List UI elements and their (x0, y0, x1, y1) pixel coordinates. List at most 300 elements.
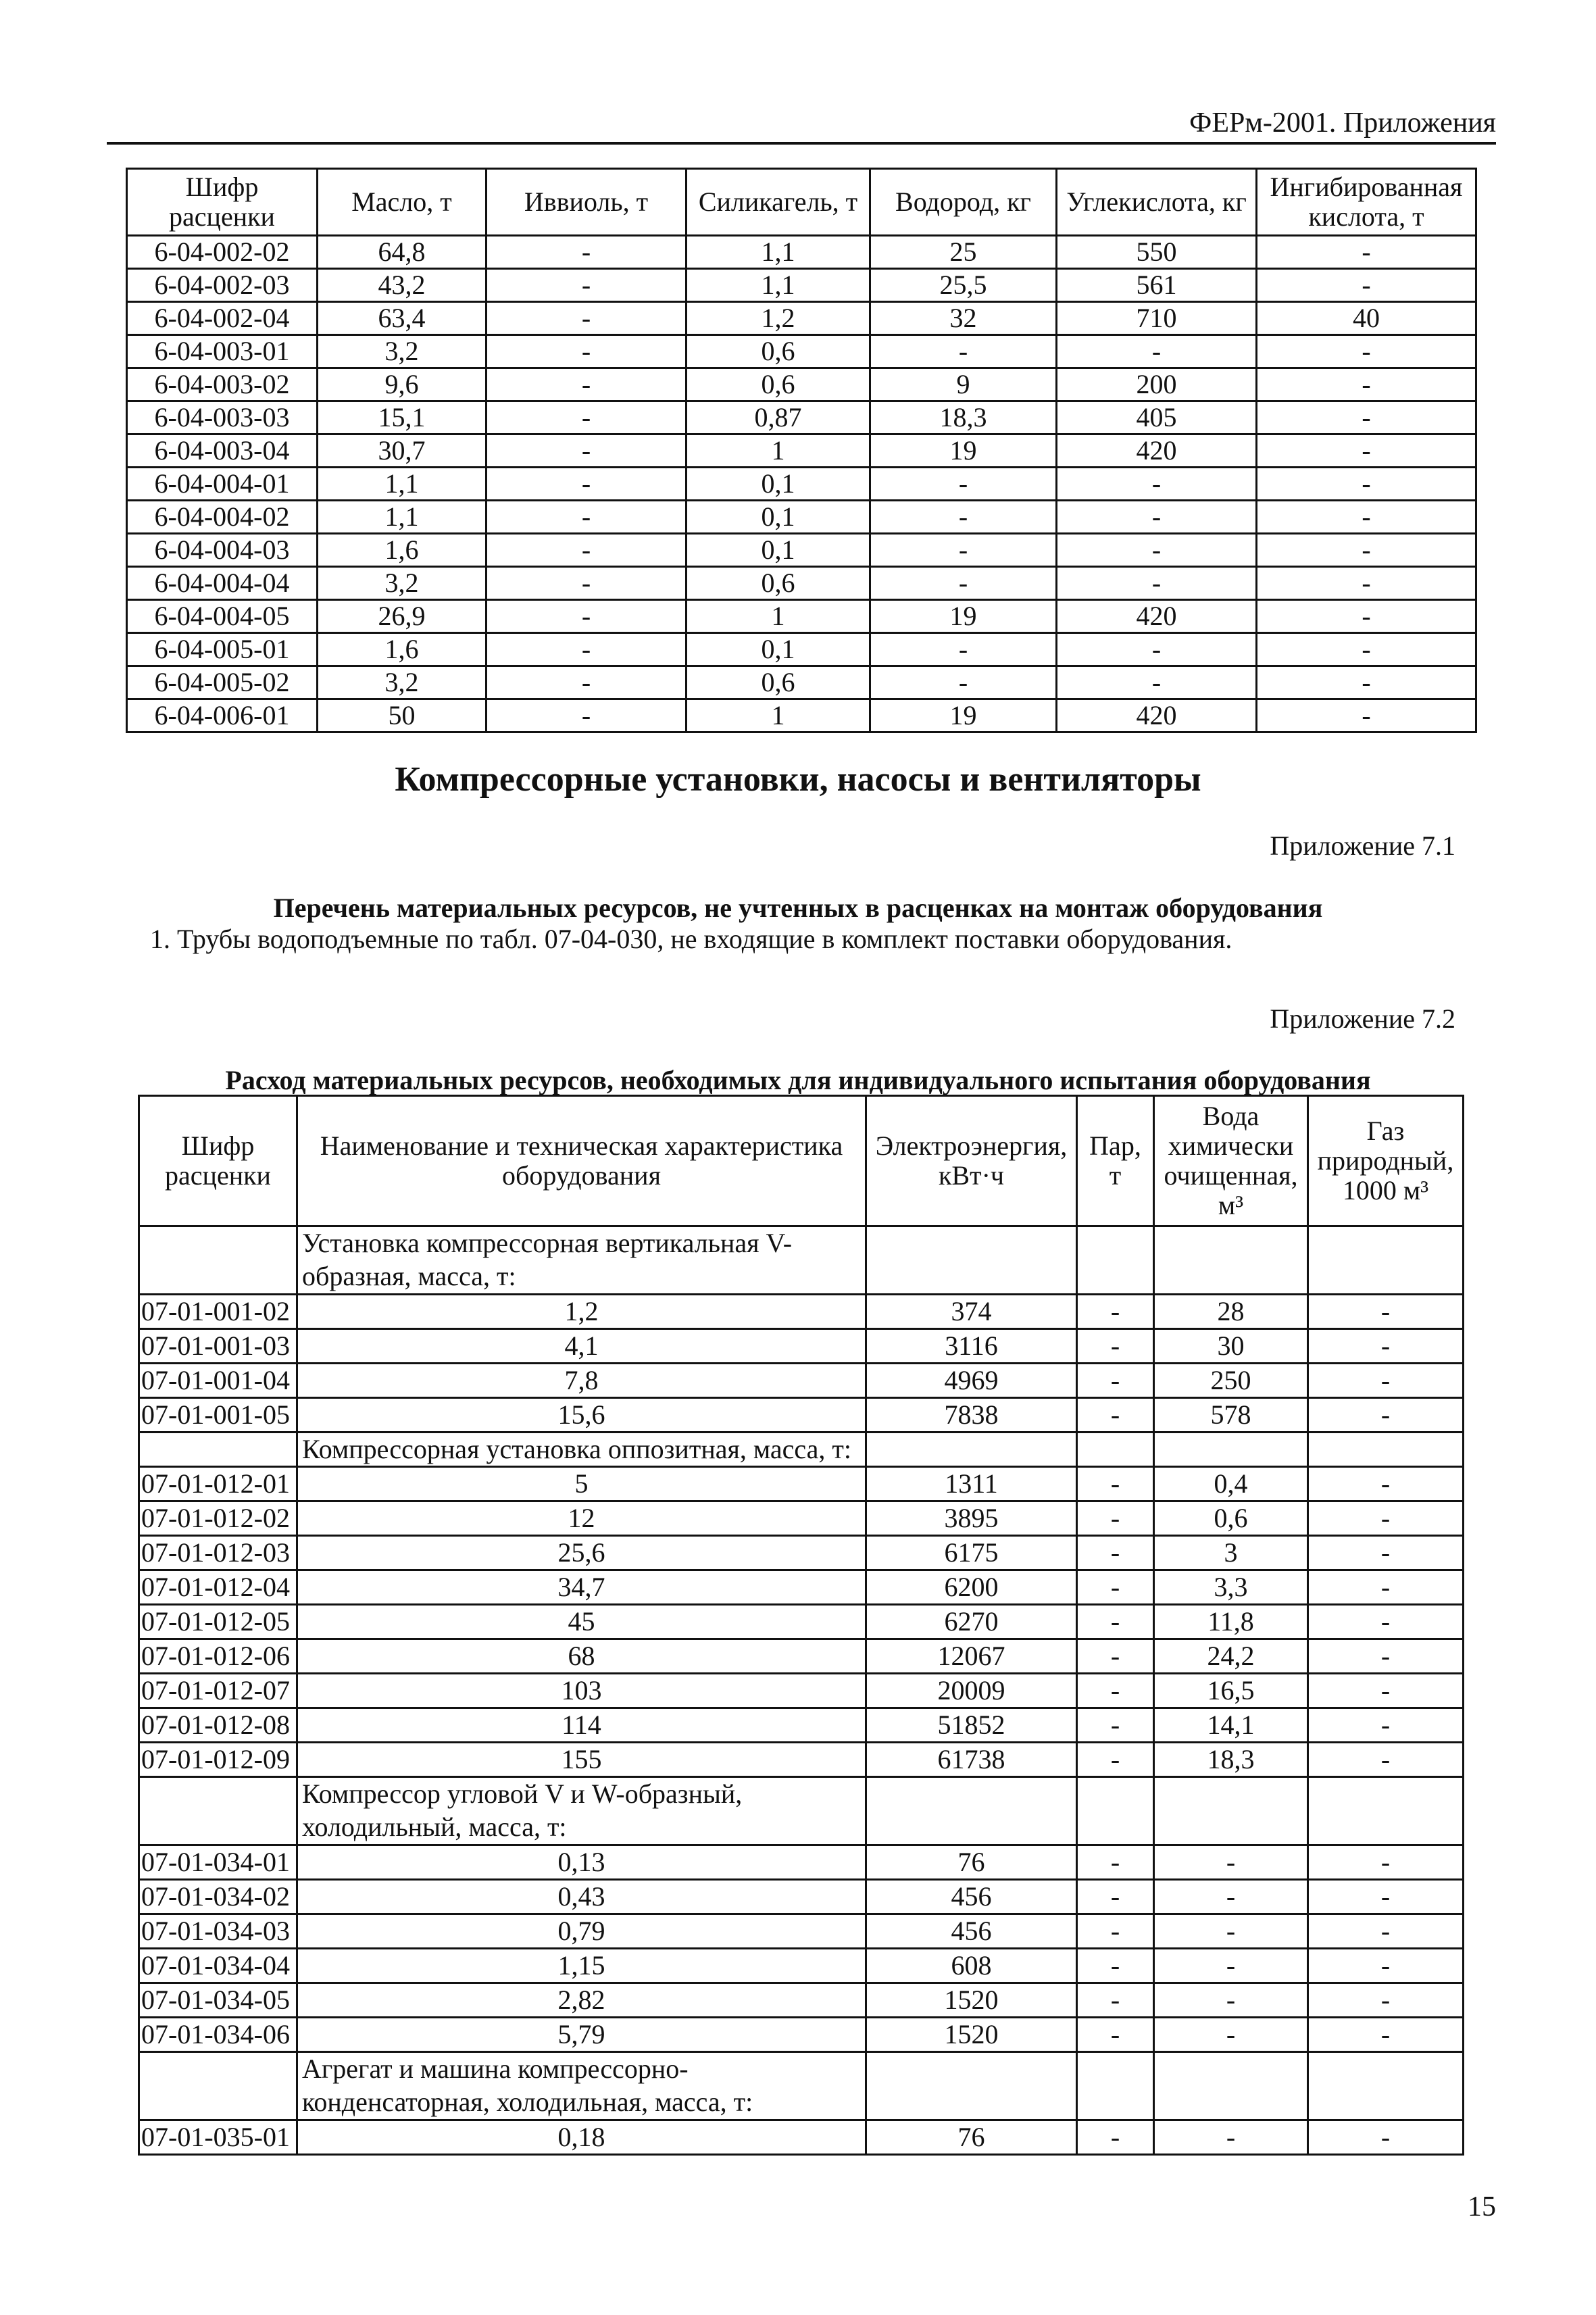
value-cell: 456 (866, 1879, 1077, 1914)
value-cell: - (1308, 1328, 1464, 1363)
rate-code-cell: 6-04-002-03 (127, 269, 318, 302)
table1-header-cell: Иввиоль, т (487, 169, 687, 236)
value-cell: - (1077, 1363, 1154, 1397)
value-cell: - (1257, 236, 1476, 269)
value-cell: - (1257, 468, 1476, 501)
appendix-7-1-title: Перечень материальных ресурсов, не учтенных в расценках на монтаж оборудования (273, 893, 1323, 923)
value-cell: 3 (1154, 1536, 1308, 1570)
value-cell: - (870, 468, 1057, 501)
value-cell: 5,79 (297, 2017, 866, 2051)
value-cell: 6270 (866, 1605, 1077, 1639)
value-cell: 11,8 (1154, 1605, 1308, 1639)
table1-header-row (127, 169, 1476, 236)
value-cell: 50 (318, 699, 487, 732)
value-cell: - (1308, 1397, 1464, 1432)
table-row (139, 1363, 1464, 1397)
table2-body (139, 1226, 1464, 2155)
rate-code-cell: 07-01-001-03 (139, 1328, 297, 1363)
value-cell: - (1077, 1948, 1154, 1983)
appendix-7-1-label: Приложение 7.1 (1270, 830, 1455, 861)
value-cell: 456 (866, 1914, 1077, 1948)
empty-cell (1154, 1432, 1308, 1467)
value-cell: - (1308, 1605, 1464, 1639)
value-cell: 14,1 (1154, 1708, 1308, 1743)
value-cell: - (1308, 2120, 1464, 2154)
value-cell: 30,7 (318, 434, 487, 468)
value-cell: - (1077, 1708, 1154, 1743)
value-cell: 25 (870, 236, 1057, 269)
value-cell: - (1308, 1467, 1464, 1501)
value-cell: 1,2 (297, 1294, 866, 1328)
value-cell: 30 (1154, 1328, 1308, 1363)
rate-code-cell: 07-01-034-05 (139, 1983, 297, 2017)
value-cell: - (1257, 434, 1476, 468)
value-cell: 9 (870, 368, 1057, 401)
value-cell: 0,1 (687, 501, 870, 534)
value-cell: - (1308, 1536, 1464, 1570)
table2-header-row (139, 1096, 1464, 1226)
value-cell: 0,6 (1154, 1501, 1308, 1536)
value-cell: 0,6 (687, 567, 870, 600)
table-row (139, 1570, 1464, 1605)
group-header-row (139, 1226, 1464, 1295)
value-cell: 1,6 (318, 534, 487, 567)
appendix-7-1-item: 1. Трубы водоподъемные по табл. 07-04-030, не входящие в комплект поставки оборудования. (150, 924, 1232, 954)
header-rule (107, 142, 1496, 145)
value-cell: 420 (1057, 434, 1257, 468)
value-cell: 2,82 (297, 1983, 866, 2017)
value-cell: 103 (297, 1674, 866, 1708)
value-cell: 1311 (866, 1467, 1077, 1501)
table-row (127, 368, 1476, 401)
value-cell: 561 (1057, 269, 1257, 302)
value-cell: - (1154, 1983, 1308, 2017)
rate-code-cell: 07-01-012-04 (139, 1570, 297, 1605)
value-cell: - (1308, 1501, 1464, 1536)
value-cell: - (1154, 1948, 1308, 1983)
value-cell: - (870, 534, 1057, 567)
value-cell: 3,2 (318, 666, 487, 699)
value-cell: 20009 (866, 1674, 1077, 1708)
value-cell: - (1057, 501, 1257, 534)
value-cell: - (1308, 1879, 1464, 1914)
value-cell: - (1057, 633, 1257, 666)
appendix-7-2-label: Приложение 7.2 (1270, 1003, 1455, 1034)
empty-cell (139, 1777, 297, 1845)
value-cell: - (1257, 600, 1476, 633)
empty-cell (1308, 2051, 1464, 2120)
rate-code-cell: 6-04-003-03 (127, 401, 318, 434)
header-gas: Газ природный, 1000 м³ (1308, 1096, 1464, 1226)
value-cell: - (1308, 1639, 1464, 1674)
running-title: ФЕРм-2001. Приложения (1189, 107, 1496, 139)
value-cell: 3895 (866, 1501, 1077, 1536)
rate-code-cell: 07-01-001-05 (139, 1397, 297, 1432)
rate-code-cell: 07-01-001-02 (139, 1294, 297, 1328)
empty-cell (1077, 1432, 1154, 1467)
value-cell: - (487, 434, 687, 468)
group-title: Компрессорная установка оппозитная, масса, т: (297, 1432, 866, 1467)
value-cell: - (1308, 1743, 1464, 1777)
value-cell: 1,1 (318, 501, 487, 534)
value-cell: 76 (866, 2120, 1077, 2154)
value-cell: 15,6 (297, 1397, 866, 1432)
value-cell: 578 (1154, 1397, 1308, 1432)
value-cell: - (1057, 534, 1257, 567)
value-cell: - (487, 534, 687, 567)
rate-code-cell: 6-04-004-01 (127, 468, 318, 501)
value-cell: - (1077, 1605, 1154, 1639)
rate-code-cell: 07-01-034-03 (139, 1914, 297, 1948)
value-cell: 12 (297, 1501, 866, 1536)
empty-cell (1154, 1777, 1308, 1845)
header-water: Вода химически очищенная, м³ (1154, 1096, 1308, 1226)
value-cell: - (487, 401, 687, 434)
value-cell: - (487, 468, 687, 501)
value-cell: 64,8 (318, 236, 487, 269)
rate-code-cell: 07-01-012-06 (139, 1639, 297, 1674)
value-cell: - (1077, 1536, 1154, 1570)
materials-table-6-04 (126, 168, 1477, 733)
value-cell: - (487, 368, 687, 401)
empty-cell (139, 2051, 297, 2120)
value-cell: 15,1 (318, 401, 487, 434)
rate-code-cell: 07-01-012-03 (139, 1536, 297, 1570)
value-cell: 0,13 (297, 1845, 866, 1879)
value-cell: 76 (866, 1845, 1077, 1879)
value-cell: - (870, 666, 1057, 699)
value-cell: 18,3 (870, 401, 1057, 434)
value-cell: - (1077, 1639, 1154, 1674)
group-title: Установка компрессорная вертикальная V-образная, масса, т: (297, 1226, 866, 1295)
empty-cell (1077, 1777, 1154, 1845)
value-cell: 1,6 (318, 633, 487, 666)
value-cell: 0,6 (687, 335, 870, 368)
section-title: Компрессорные установки, насосы и вентиляторы (395, 760, 1201, 799)
value-cell: 25,6 (297, 1536, 866, 1570)
value-cell: 7838 (866, 1397, 1077, 1432)
empty-cell (1308, 1777, 1464, 1845)
value-cell: 43,2 (318, 269, 487, 302)
value-cell: - (1077, 1501, 1154, 1536)
table-row (127, 567, 1476, 600)
table-row (127, 434, 1476, 468)
value-cell: 32 (870, 302, 1057, 335)
value-cell: - (1308, 2017, 1464, 2051)
value-cell: - (1257, 534, 1476, 567)
group-header-row (139, 1432, 1464, 1467)
rate-code-cell: 07-01-034-04 (139, 1948, 297, 1983)
value-cell: - (1308, 1983, 1464, 2017)
value-cell: 1,1 (687, 236, 870, 269)
table-row (127, 600, 1476, 633)
value-cell: 1,1 (687, 269, 870, 302)
header-steam: Пар, т (1077, 1096, 1154, 1226)
value-cell: 1520 (866, 2017, 1077, 2051)
rate-code-cell: 6-04-005-02 (127, 666, 318, 699)
value-cell: - (1077, 1294, 1154, 1328)
value-cell: 19 (870, 600, 1057, 633)
value-cell: 6200 (866, 1570, 1077, 1605)
table-row (139, 1914, 1464, 1948)
value-cell: 1 (687, 434, 870, 468)
value-cell: - (1057, 468, 1257, 501)
table-row (127, 335, 1476, 368)
table-row (127, 236, 1476, 269)
table1-header-cell: Масло, т (318, 169, 487, 236)
value-cell: - (1154, 1845, 1308, 1879)
value-cell: - (1077, 2017, 1154, 2051)
table-row (139, 1467, 1464, 1501)
empty-cell (139, 1432, 297, 1467)
value-cell: 155 (297, 1743, 866, 1777)
rate-code-cell: 6-04-002-04 (127, 302, 318, 335)
value-cell: - (1308, 1363, 1464, 1397)
value-cell: 5 (297, 1467, 866, 1501)
table1-body (127, 236, 1476, 732)
value-cell: 12067 (866, 1639, 1077, 1674)
table-row (139, 1708, 1464, 1743)
rate-code-cell: 07-01-035-01 (139, 2120, 297, 2154)
rate-code-cell: 6-04-004-03 (127, 534, 318, 567)
table-row (139, 1639, 1464, 1674)
value-cell: - (1257, 401, 1476, 434)
table-row (139, 1879, 1464, 1914)
value-cell: 1,1 (318, 468, 487, 501)
value-cell: - (1257, 501, 1476, 534)
value-cell: - (487, 567, 687, 600)
rate-code-cell: 07-01-034-01 (139, 1845, 297, 1879)
value-cell: - (487, 269, 687, 302)
value-cell: - (1308, 1914, 1464, 1948)
empty-cell (1308, 1226, 1464, 1295)
value-cell: - (487, 236, 687, 269)
rate-code-cell: 6-04-004-02 (127, 501, 318, 534)
value-cell: - (1154, 1879, 1308, 1914)
rate-code-cell: 07-01-012-07 (139, 1674, 297, 1708)
value-cell: 63,4 (318, 302, 487, 335)
value-cell: - (1257, 666, 1476, 699)
rate-code-cell: 6-04-006-01 (127, 699, 318, 732)
value-cell: - (1077, 1983, 1154, 2017)
table-row (139, 1983, 1464, 2017)
value-cell: - (1077, 1674, 1154, 1708)
value-cell: 405 (1057, 401, 1257, 434)
value-cell: - (1257, 368, 1476, 401)
value-cell: 16,5 (1154, 1674, 1308, 1708)
value-cell: 4,1 (297, 1328, 866, 1363)
table1-header-cell: Шифр расценки (127, 169, 318, 236)
empty-cell (1077, 1226, 1154, 1295)
table-row (139, 2120, 1464, 2154)
rate-code-cell: 07-01-012-01 (139, 1467, 297, 1501)
value-cell: - (1257, 269, 1476, 302)
value-cell: 68 (297, 1639, 866, 1674)
rate-code-cell: 07-01-034-02 (139, 1879, 297, 1914)
value-cell: - (1077, 2120, 1154, 2154)
table-row (139, 1294, 1464, 1328)
value-cell: 1,15 (297, 1948, 866, 1983)
value-cell: - (870, 567, 1057, 600)
group-title: Компрессор угловой V и W-образный, холодильный, масса, т: (297, 1777, 866, 1845)
empty-cell (1308, 1432, 1464, 1467)
value-cell: - (1077, 1467, 1154, 1501)
value-cell: 0,18 (297, 2120, 866, 2154)
empty-cell (1154, 1226, 1308, 1295)
test-resources-table-07-01 (138, 1095, 1464, 2156)
table-row (127, 534, 1476, 567)
table-row (139, 1536, 1464, 1570)
table-row (127, 302, 1476, 335)
value-cell: 608 (866, 1948, 1077, 1983)
value-cell: - (487, 501, 687, 534)
table-row (139, 1845, 1464, 1879)
rate-code-cell: 6-04-003-02 (127, 368, 318, 401)
value-cell: 9,6 (318, 368, 487, 401)
table-row (139, 1743, 1464, 1777)
page-number: 15 (1468, 2191, 1496, 2222)
rate-code-cell: 6-04-003-01 (127, 335, 318, 368)
value-cell: - (1308, 1294, 1464, 1328)
value-cell: 0,87 (687, 401, 870, 434)
value-cell: 4969 (866, 1363, 1077, 1397)
value-cell: 6175 (866, 1536, 1077, 1570)
value-cell: - (1308, 1948, 1464, 1983)
value-cell: 420 (1057, 699, 1257, 732)
value-cell: 7,8 (297, 1363, 866, 1397)
value-cell: 710 (1057, 302, 1257, 335)
group-title: Агрегат и машина компрессорно-конденсаторная, холодильная, масса, т: (297, 2051, 866, 2120)
table-row (127, 468, 1476, 501)
table-row (127, 633, 1476, 666)
value-cell: - (1257, 335, 1476, 368)
table-row (139, 2017, 1464, 2051)
value-cell: - (487, 633, 687, 666)
value-cell: 250 (1154, 1363, 1308, 1397)
value-cell: - (1077, 1743, 1154, 1777)
value-cell: 0,1 (687, 468, 870, 501)
value-cell: - (487, 666, 687, 699)
value-cell: - (870, 501, 1057, 534)
value-cell: 1 (687, 699, 870, 732)
group-header-row (139, 1777, 1464, 1845)
value-cell: - (1077, 1879, 1154, 1914)
value-cell: - (1077, 1397, 1154, 1432)
table1-header-cell: Силикагель, т (687, 169, 870, 236)
value-cell: 51852 (866, 1708, 1077, 1743)
appendix-7-2-title: Расход материальных ресурсов, необходимых для индивидуального испытания оборудования (225, 1065, 1371, 1095)
value-cell: - (1154, 2120, 1308, 2154)
empty-cell (139, 1226, 297, 1295)
value-cell: - (870, 335, 1057, 368)
header-code: Шифр расценки (139, 1096, 297, 1226)
table-row (127, 699, 1476, 732)
value-cell: 0,43 (297, 1879, 866, 1914)
value-cell: - (487, 600, 687, 633)
header-power: Электроэнергия, кВт·ч (866, 1096, 1077, 1226)
value-cell: - (487, 335, 687, 368)
value-cell: - (1257, 699, 1476, 732)
rate-code-cell: 6-04-004-05 (127, 600, 318, 633)
rate-code-cell: 07-01-012-08 (139, 1708, 297, 1743)
value-cell: 19 (870, 434, 1057, 468)
value-cell: 0,1 (687, 633, 870, 666)
value-cell: 0,79 (297, 1914, 866, 1948)
value-cell: - (1077, 1845, 1154, 1879)
table1-header-cell: Водород, кг (870, 169, 1057, 236)
value-cell: - (1077, 1570, 1154, 1605)
value-cell: 0,1 (687, 534, 870, 567)
rate-code-cell: 07-01-012-02 (139, 1501, 297, 1536)
value-cell: 18,3 (1154, 1743, 1308, 1777)
value-cell: - (1057, 666, 1257, 699)
value-cell: 45 (297, 1605, 866, 1639)
empty-cell (866, 1777, 1077, 1845)
rate-code-cell: 6-04-004-04 (127, 567, 318, 600)
table-row (139, 1397, 1464, 1432)
table-row (139, 1674, 1464, 1708)
rate-code-cell: 07-01-034-06 (139, 2017, 297, 2051)
value-cell: - (487, 699, 687, 732)
empty-cell (866, 2051, 1077, 2120)
value-cell: - (1154, 1914, 1308, 1948)
table1-header-cell: Углекислота, кг (1057, 169, 1257, 236)
table-row (139, 1948, 1464, 1983)
value-cell: 34,7 (297, 1570, 866, 1605)
value-cell: 420 (1057, 600, 1257, 633)
value-cell: - (1308, 1845, 1464, 1879)
value-cell: 61738 (866, 1743, 1077, 1777)
table-row (139, 1605, 1464, 1639)
value-cell: - (1154, 2017, 1308, 2051)
value-cell: 3,2 (318, 335, 487, 368)
empty-cell (866, 1432, 1077, 1467)
value-cell: - (1077, 1328, 1154, 1363)
value-cell: 550 (1057, 236, 1257, 269)
value-cell: 19 (870, 699, 1057, 732)
value-cell: 26,9 (318, 600, 487, 633)
value-cell: - (1057, 567, 1257, 600)
value-cell: 40 (1257, 302, 1476, 335)
value-cell: - (870, 633, 1057, 666)
rate-code-cell: 6-04-005-01 (127, 633, 318, 666)
empty-cell (1154, 2051, 1308, 2120)
value-cell: 114 (297, 1708, 866, 1743)
header-name: Наименование и техническая характеристика оборудования (297, 1096, 866, 1226)
value-cell: 3116 (866, 1328, 1077, 1363)
rate-code-cell: 6-04-002-02 (127, 236, 318, 269)
value-cell: 374 (866, 1294, 1077, 1328)
table-row (127, 501, 1476, 534)
value-cell: 24,2 (1154, 1639, 1308, 1674)
value-cell: - (1308, 1570, 1464, 1605)
value-cell: - (1257, 633, 1476, 666)
value-cell: - (1257, 567, 1476, 600)
value-cell: 0,6 (687, 666, 870, 699)
table-row (139, 1328, 1464, 1363)
value-cell: 28 (1154, 1294, 1308, 1328)
rate-code-cell: 6-04-003-04 (127, 434, 318, 468)
value-cell: 3,3 (1154, 1570, 1308, 1605)
group-header-row (139, 2051, 1464, 2120)
value-cell: - (1308, 1708, 1464, 1743)
table-row (127, 269, 1476, 302)
table-row (127, 401, 1476, 434)
value-cell: 25,5 (870, 269, 1057, 302)
value-cell: 1 (687, 600, 870, 633)
value-cell: - (1308, 1674, 1464, 1708)
value-cell: 0,6 (687, 368, 870, 401)
